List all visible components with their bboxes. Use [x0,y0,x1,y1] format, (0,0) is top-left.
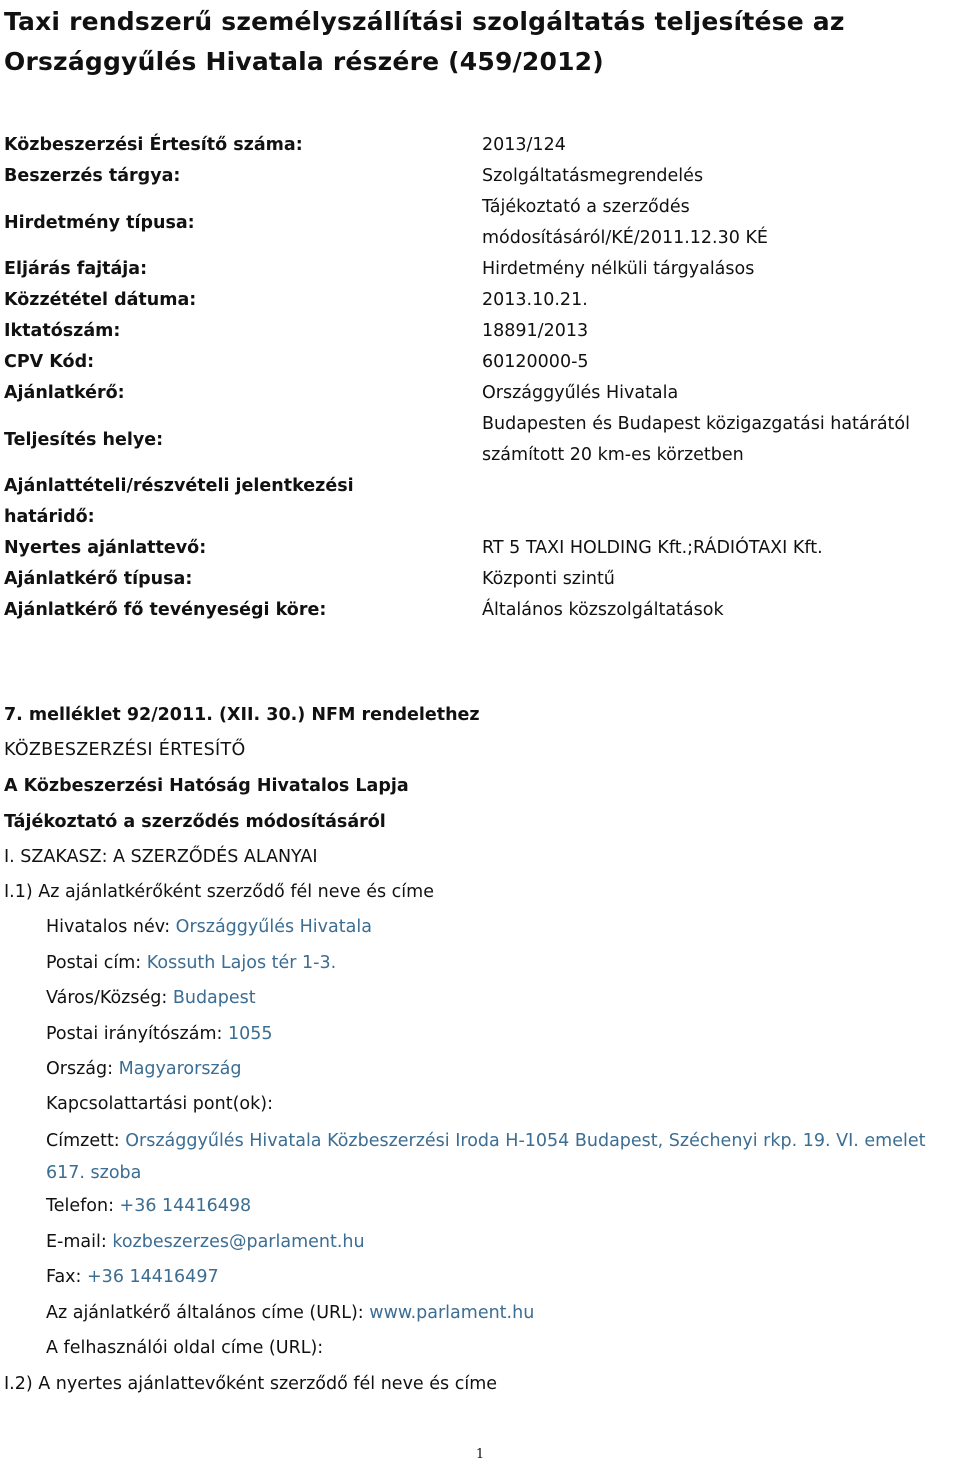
country-label: Ország: [46,1059,114,1079]
section-i-heading: I. SZAKASZ: A SZERZŐDÉS ALANYAI [4,847,318,867]
meta-row [4,409,960,471]
meta-label: Ajánlatkérő típusa: [4,569,193,589]
meta-label: Iktatószám: [4,321,121,341]
meta-row [4,347,960,378]
meta-value: 2013/124 [482,135,566,155]
phone-label: Telefon: [46,1196,114,1216]
city-value: Budapest [172,988,256,1008]
meta-label: Beszerzés tárgya: [4,166,181,186]
postal-address-field [46,953,336,973]
postcode-field [46,1024,273,1044]
meta-value: Központi szintű [482,569,615,589]
official-name-value: Országgyűlés Hivatala [175,917,372,937]
phone-field [46,1196,251,1216]
meta-row [4,285,960,316]
email-label: E-mail: [46,1232,107,1252]
meta-label: Hirdetmény típusa: [4,212,195,233]
email-field [46,1232,365,1252]
postal-address-value: Kossuth Lajos tér 1-3. [146,953,337,973]
buyer-profile-field [46,1338,323,1358]
meta-value: Szolgáltatásmegrendelés [482,166,704,186]
fax-value: +36 14416497 [87,1267,219,1287]
fax-field [46,1267,219,1287]
fax-label: Fax: [46,1267,82,1287]
email-link[interactable]: kozbeszerzes@parlament.hu [112,1232,365,1252]
meta-row [4,533,960,564]
city-field [46,988,256,1008]
postcode-label: Postai irányítószám: [46,1024,223,1044]
meta-value: 2013.10.21. [482,290,588,310]
meta-value: Hirdetmény nélküli tárgyalásos [482,259,755,279]
bulletin-name: KÖZBESZERZÉSI ÉRTESÍTŐ [4,740,246,760]
meta-label: Ajánlatkérő fő tevényeségi köre: [4,600,327,620]
meta-row [4,254,960,285]
addressee-field [46,1125,958,1189]
meta-value: Budapesten és Budapest közigazgatási határától számított 20 km-es körzetben [482,414,910,465]
meta-label: Teljesítés helye: [4,429,164,450]
meta-label: Nyertes ajánlattevő: [4,538,207,558]
meta-value: 60120000-5 [482,352,589,372]
meta-label: CPV Kód: [4,352,95,372]
addressee-value: Országgyűlés Hivatala Közbeszerzési Iroda H-1054 Budapest, Széchenyi rkp. 19. VI. emelet 617. szoba [46,1131,926,1183]
meta-label: Közbeszerzési Értesítő száma: [4,135,303,155]
notice-type-heading: Tájékoztató a szerződés módosításáról [4,812,386,832]
phone-value: +36 14416498 [119,1196,252,1216]
postcode-value: 1055 [227,1024,273,1044]
notice-metadata [4,130,960,626]
meta-label: Közzététel dátuma: [4,290,197,310]
meta-value: Országgyűlés Hivatala [482,383,679,403]
official-name-field [46,917,372,937]
section-i1-heading: I.1) Az ajánlatkérőként szerződő fél neve és címe [4,882,434,902]
page-number: 1 [475,1447,485,1462]
url-label: Az ajánlatkérő általános címe (URL): [46,1303,364,1323]
city-label: Város/Község: [46,988,168,1008]
meta-row [4,564,960,595]
page-title: Taxi rendszerű személyszállítási szolgáltatás teljesítése az Országgyűlés Hivatala részére (459/2012) [4,7,845,76]
meta-row [4,161,960,192]
meta-value: Tájékoztató a szerződés módosításáról/KÉ/2011.12.30 KÉ [482,197,768,248]
section-i2-heading: I.2) A nyertes ajánlattevőként szerződő fél neve és címe [4,1374,498,1394]
meta-label: Eljárás fajtája: [4,259,148,279]
meta-row [4,378,960,409]
country-field [46,1059,241,1079]
contact-points-field [46,1094,273,1114]
meta-row [4,595,960,626]
meta-label: Ajánlatkérő: [4,383,125,403]
meta-value: RT 5 TAXI HOLDING Kft.;RÁDIÓTAXI Kft. [482,538,823,558]
meta-row [4,130,960,161]
addressee-label: Címzett: [46,1131,120,1151]
bulletin-subtitle: A Közbeszerzési Hatóság Hivatalos Lapja [4,776,409,796]
meta-row [4,316,960,347]
meta-row [4,471,960,533]
meta-value: Általános közszolgáltatások [482,600,724,620]
url-link[interactable]: www.parlament.hu [369,1303,535,1323]
annex-reference: 7. melléklet 92/2011. (XII. 30.) NFM rendelethez [4,705,480,725]
meta-value: 18891/2013 [482,321,589,341]
meta-row [4,192,960,254]
official-name-label: Hivatalos név: [46,917,171,937]
postal-address-label: Postai cím: [46,953,142,973]
meta-label: Ajánlattételi/részvételi jelentkezési határidő: [4,476,354,527]
url-field [46,1303,534,1323]
country-value: Magyarország [118,1059,242,1079]
contact-points-label: Kapcsolattartási pont(ok): [46,1094,273,1114]
buyer-profile-label: A felhasználói oldal címe (URL): [46,1338,324,1358]
